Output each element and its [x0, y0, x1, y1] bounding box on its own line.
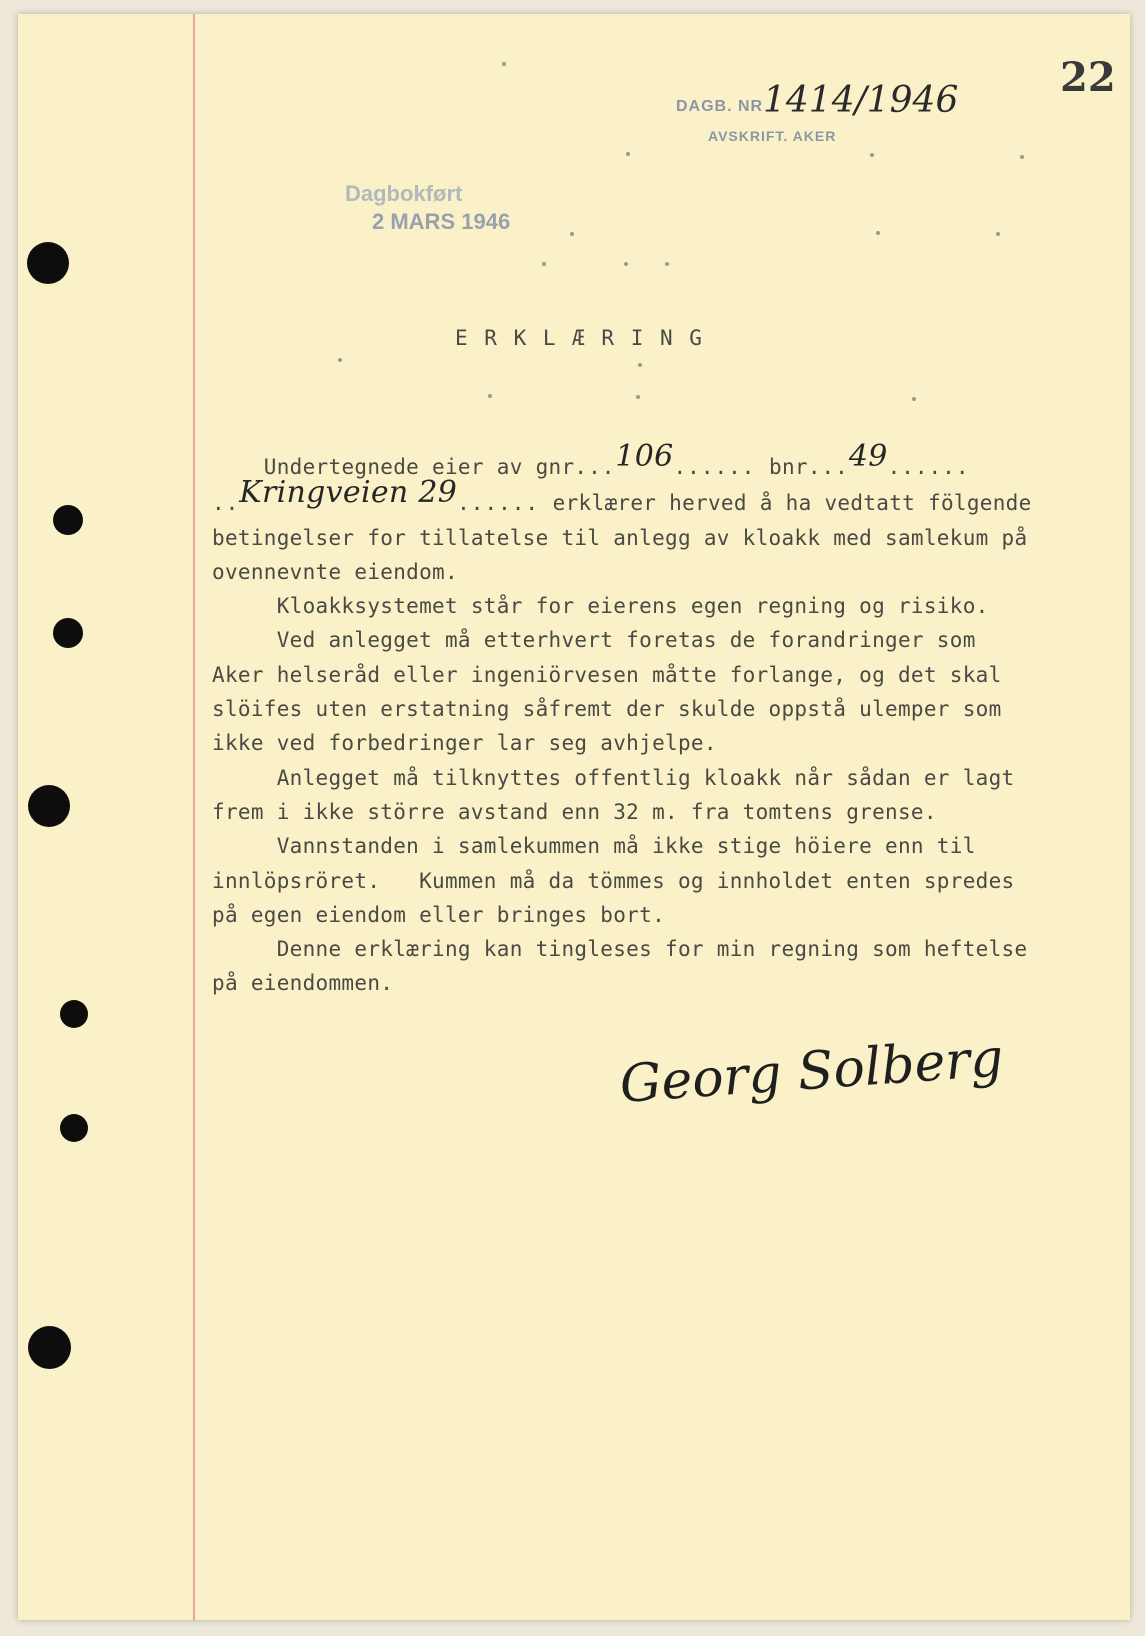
property-line: Undertegnede eier av gnr...106...... bnr...49...... [263, 439, 970, 479]
paragraph-line: Ved anlegget må etterhvert foretas de forandringer som [212, 628, 976, 653]
stamp-copy-label: AVSKRIFT. AKER [708, 128, 837, 144]
punch-hole [60, 1000, 88, 1028]
punch-hole [53, 505, 83, 535]
property-prefix: Undertegnede eier av gnr [263, 455, 575, 479]
paper-speck [665, 262, 669, 266]
paper-speck [876, 231, 880, 235]
bnr-value: 49 [848, 439, 888, 474]
signature: Georg Solberg [617, 1028, 1006, 1115]
punch-hole [28, 785, 70, 827]
paper-speck [636, 395, 640, 399]
paragraph-line: betingelser for tillatelse til anlegg av kloakk med samlekum på [212, 525, 1028, 550]
punch-hole [28, 1326, 71, 1369]
date-stamp-label: Dagbokført [345, 181, 463, 206]
address-value: Kringveien 29 [239, 475, 458, 511]
paragraph-line: på egen eiendom eller bringes bort. [212, 902, 666, 927]
declaration-body [212, 439, 1112, 1001]
stamp-diary-number: 1414/1946 [763, 80, 959, 121]
paper-speck [996, 232, 1000, 236]
paper-speck [912, 397, 916, 401]
paragraph-line: Vannstanden i samlekummen må ikke stige höiere enn til [212, 834, 976, 859]
address-suffix: erklærer herved å ha vedtatt fölgende [552, 491, 1032, 516]
stamp-diary-number-label: DAGB. NR [676, 98, 764, 115]
punch-hole [60, 1114, 88, 1142]
paragraph-line: på eiendommen. [212, 971, 394, 996]
bnr-label: bnr [769, 455, 808, 479]
paper-speck [626, 152, 630, 156]
paragraph-line: innlöpsröret. Kummen må da tömmes og innholdet enten spredes [212, 868, 1015, 893]
paragraph-line: Aker helseråd eller ingeniörvesen måtte forlange, og det skal [212, 662, 1002, 687]
date-stamp-date: 2 MARS 1946 [372, 209, 511, 234]
paper-speck [542, 262, 546, 266]
paragraph-line: Anlegget må tilknyttes offentlig kloakk når sådan er lagt [212, 765, 1015, 790]
paragraph-line: ikke ved forbedringer lar seg avhjelpe. [212, 731, 717, 756]
paper-speck [488, 394, 492, 398]
punch-hole [53, 618, 83, 648]
paper-speck [338, 358, 342, 362]
paper-speck [870, 153, 874, 157]
paragraph-line: slöifes uten erstatning såfremt der skulde oppstå ulemper som [212, 697, 1002, 722]
paper-speck [1020, 155, 1024, 159]
punch-hole [27, 242, 69, 284]
paper-speck [570, 232, 574, 236]
document-title: E R K L Æ R I N G [455, 326, 704, 350]
gnr-value: 106 [615, 439, 674, 474]
paper-speck [624, 262, 628, 266]
paragraph-line: Denne erklæring kan tingleses for min regning som heftelse [212, 937, 1028, 962]
address-line: ..Kringveien 29...... erklærer herved å ha vedtatt fölgende [212, 475, 1032, 516]
paper-speck [638, 363, 642, 367]
paragraph-line: Kloakksystemet står for eierens egen regning og risiko. [212, 594, 989, 619]
paragraph-line: frem i ikke större avstand enn 32 m. fra tomtens grense. [212, 799, 937, 824]
margin-rule [193, 14, 195, 1620]
paragraph-line: ovennevnte eiendom. [212, 559, 458, 584]
page-number: 22 [1060, 54, 1116, 101]
paper-speck [502, 62, 506, 66]
